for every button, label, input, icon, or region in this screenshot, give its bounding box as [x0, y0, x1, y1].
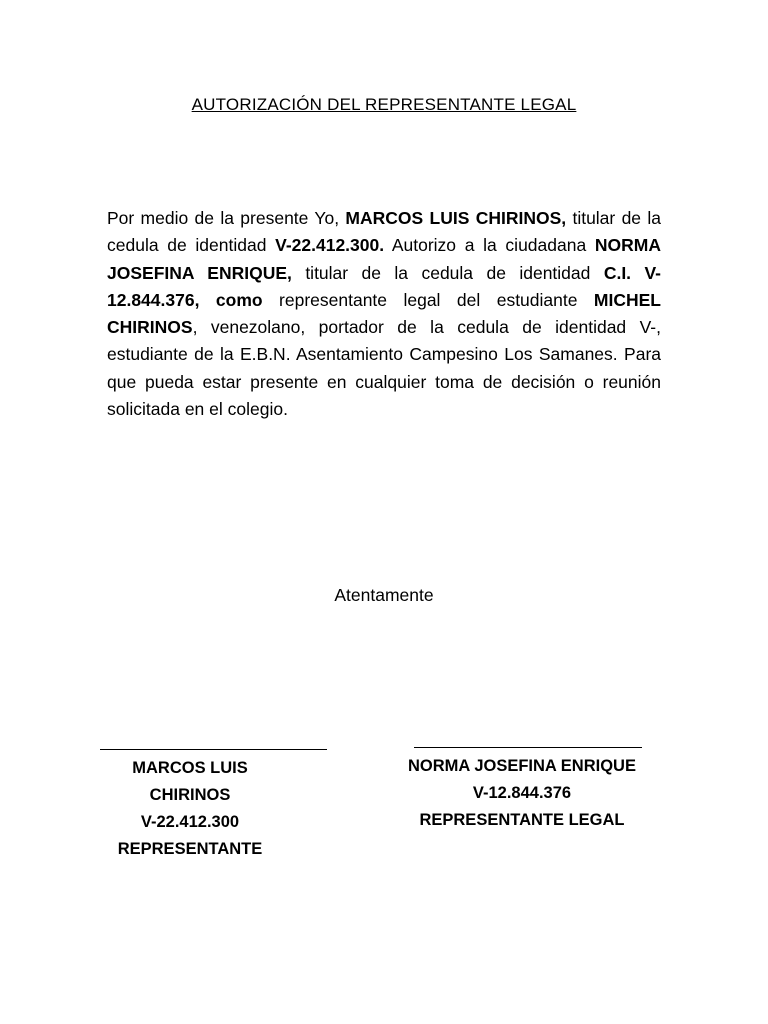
authorization-paragraph — [107, 205, 661, 423]
signer-name: NORMA JOSEFINA ENRIQUE — [408, 757, 636, 775]
body-bold-4: C.I. V-12.844.376, como — [107, 262, 661, 310]
body-text-5: representante legal del estudiante — [262, 289, 594, 310]
signer-role: REPRESENTANTE — [117, 840, 263, 858]
body-text-4: titular de la cedula de identidad — [291, 262, 604, 283]
signature-block-right — [388, 753, 656, 834]
signer-role: REPRESENTANTE LEGAL — [419, 811, 625, 829]
body-bold-2: V-22.412.300. — [275, 235, 385, 256]
body-text-3: Autorizo a la ciudadana — [384, 235, 595, 256]
body-text-6: , venezolano, portador de la cedula de identidad V-, estudiante de la E.B.N. Asentamiento Campesino Los Samanes. Para que pueda estar presente en cualquier toma de decisión o reunión solicitada en el colegio. — [107, 317, 661, 420]
signature-line-right — [414, 747, 642, 748]
signer-name-line2: CHIRINOS — [149, 786, 231, 804]
body-text-2: titular de la cedula de identidad — [107, 208, 661, 256]
body-bold-3: NORMA JOSEFINA ENRIQUE, — [107, 235, 661, 283]
document-title: AUTORIZACIÓN DEL REPRESENTANTE LEGAL — [191, 95, 577, 114]
signer-id: V-12.844.376 — [472, 784, 572, 802]
closing-text: Atentamente — [334, 585, 434, 605]
signer-id: V-22.412.300 — [140, 813, 240, 831]
body-bold-5: MICHEL CHIRINOS — [107, 289, 661, 338]
signature-block-left — [100, 755, 280, 863]
signer-name-line1: MARCOS LUIS — [132, 759, 248, 777]
signature-line-left — [100, 749, 327, 750]
body-text-1: Por medio de la presente Yo, — [107, 208, 346, 228]
body-bold-1: MARCOS LUIS CHIRINOS, — [345, 208, 567, 228]
